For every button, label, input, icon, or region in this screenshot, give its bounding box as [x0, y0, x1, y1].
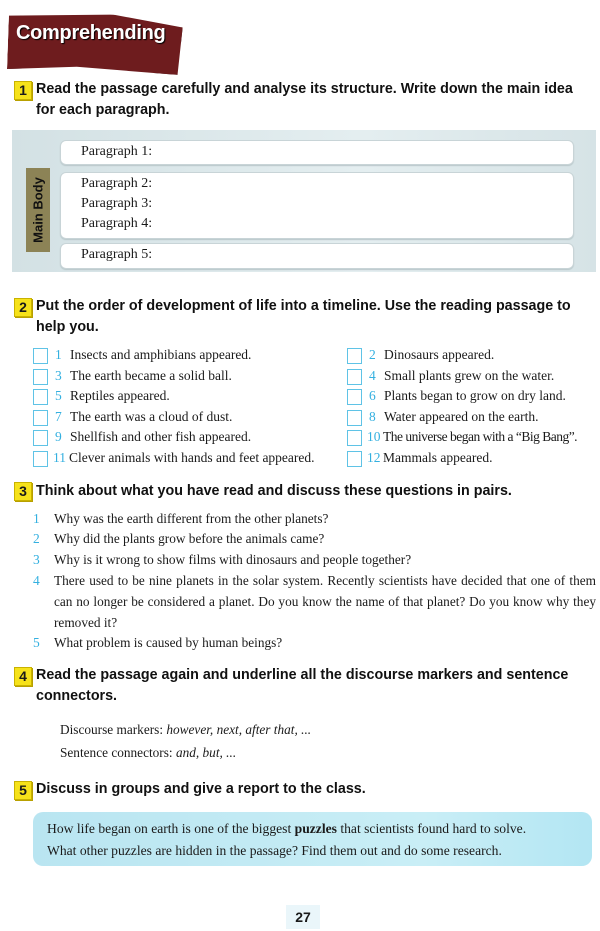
item-number: 6: [369, 388, 376, 404]
item-text: Mammals appeared.: [383, 450, 493, 465]
item-text: Plants began to grow on dry land.: [384, 388, 566, 404]
instruction-line: Put the order of development of life into a timeline. Use the reading passage to: [36, 298, 571, 314]
question-text: Why did the plants grow before the animals came?: [54, 531, 325, 546]
paragraph-label: Paragraph 2:: [81, 176, 153, 191]
question-text: There used to be nine planets in the solar system. Recently scientists have decided that one of them can no longer be considered a planet. Do you know the name of that planet? Do you know why they removed it?: [54, 573, 596, 630]
item-text: The earth was a cloud of dust.: [70, 408, 233, 424]
order-checkbox[interactable]: [33, 389, 48, 405]
exercise-number-4: 4: [14, 667, 32, 686]
section-title: Comprehending: [16, 22, 166, 44]
text: How life began on earth is one of the biggest: [47, 821, 295, 836]
exercise-number-3: 3: [14, 482, 32, 501]
order-checkbox[interactable]: [33, 410, 48, 426]
order-checkbox[interactable]: [347, 369, 362, 385]
exercise-3-instruction: Think about what you have read and discuss these questions in pairs.: [36, 483, 512, 499]
question-number: 4: [33, 573, 40, 588]
question-number: 5: [33, 635, 40, 650]
item-text: Reptiles appeared.: [70, 388, 170, 404]
order-checkbox[interactable]: [347, 430, 362, 446]
order-checkbox[interactable]: [33, 451, 48, 467]
examples: however, next, after that, ...: [166, 722, 312, 737]
order-checkbox[interactable]: [347, 410, 362, 426]
main-body-text: Main Body: [30, 177, 46, 243]
bold-text: puzzles: [294, 821, 337, 836]
label: Sentence connectors:: [60, 745, 176, 760]
main-body-field[interactable]: [60, 172, 574, 239]
question-text: Why is it wrong to show films with dinosaurs and people together?: [54, 552, 412, 567]
item-number: 2: [369, 347, 376, 362]
report-line: What other puzzles are hidden in the passage? Find them out and do some research.: [47, 843, 502, 858]
exercise-number-2: 2: [14, 298, 32, 317]
item-text: Shellfish and other fish appeared.: [70, 429, 252, 445]
item-text: The universe began with a “Big Bang”.: [383, 429, 578, 445]
label: Discourse markers:: [60, 722, 167, 737]
item-number: 10: [367, 429, 381, 445]
item-text: The earth became a solid ball.: [70, 367, 232, 383]
question-number: 2: [33, 531, 40, 546]
item-number: 5: [55, 388, 62, 404]
item-number: 7: [55, 408, 62, 424]
exercise-4-instruction: [36, 665, 598, 707]
item-number: 12: [367, 450, 381, 465]
paragraph-label: Paragraph 5:: [81, 247, 153, 262]
report-prompt-box: [33, 812, 592, 866]
instruction-line: Read the passage again and underline all the discourse markers and sentence: [36, 667, 569, 683]
instruction-line: help you.: [36, 319, 99, 335]
item-number: 4: [369, 367, 376, 383]
exercise-1-instruction: [36, 79, 596, 121]
question-number: 3: [33, 552, 40, 567]
paragraph-label: Paragraph 1:: [81, 144, 153, 159]
item-number: 3: [55, 367, 62, 383]
text: that scientists found hard to solve.: [336, 821, 527, 836]
exercise-number-5: 5: [14, 781, 32, 800]
paragraph-label: Paragraph 4:: [81, 216, 153, 231]
order-checkbox[interactable]: [33, 348, 48, 364]
examples: and, but, ...: [175, 745, 237, 760]
item-number: 8: [369, 408, 376, 424]
page-number: 27: [286, 905, 320, 929]
paragraph-1-field[interactable]: [60, 140, 574, 165]
instruction-line: Read the passage carefully and analyse its structure. Write down the main idea: [36, 81, 573, 97]
instruction-line: connectors.: [36, 688, 118, 704]
discourse-markers-line: [60, 719, 311, 740]
report-line: [47, 818, 526, 840]
main-body-label: [26, 168, 50, 252]
sentence-connectors-line: [60, 742, 236, 763]
paragraph-5-field[interactable]: [60, 243, 574, 269]
item-text: Clever animals with hands and feet appeared.: [69, 450, 315, 465]
order-checkbox[interactable]: [347, 389, 362, 405]
exercise-number-1: 1: [14, 81, 32, 100]
exercise-5-instruction: Discuss in groups and give a report to the class.: [36, 781, 366, 797]
order-checkbox[interactable]: [347, 348, 362, 364]
item-text: Insects and amphibians appeared.: [70, 347, 252, 362]
item-number: 9: [55, 429, 62, 445]
item-text: Water appeared on the earth.: [384, 408, 539, 424]
item-number: 11: [53, 450, 66, 465]
item-number: 1: [55, 347, 62, 362]
question-text: Why was the earth different from the other planets?: [54, 511, 329, 526]
order-checkbox[interactable]: [33, 369, 48, 385]
paragraph-label: Paragraph 3:: [81, 196, 153, 211]
order-checkbox[interactable]: [33, 430, 48, 446]
exercise-2-instruction: [36, 296, 598, 338]
instruction-line: for each paragraph.: [36, 102, 170, 118]
question-text: What problem is caused by human beings?: [54, 635, 283, 650]
order-checkbox[interactable]: [347, 451, 362, 467]
item-text: Dinosaurs appeared.: [384, 347, 495, 362]
question-number: 1: [33, 511, 40, 526]
item-text: Small plants grew on the water.: [384, 367, 555, 383]
